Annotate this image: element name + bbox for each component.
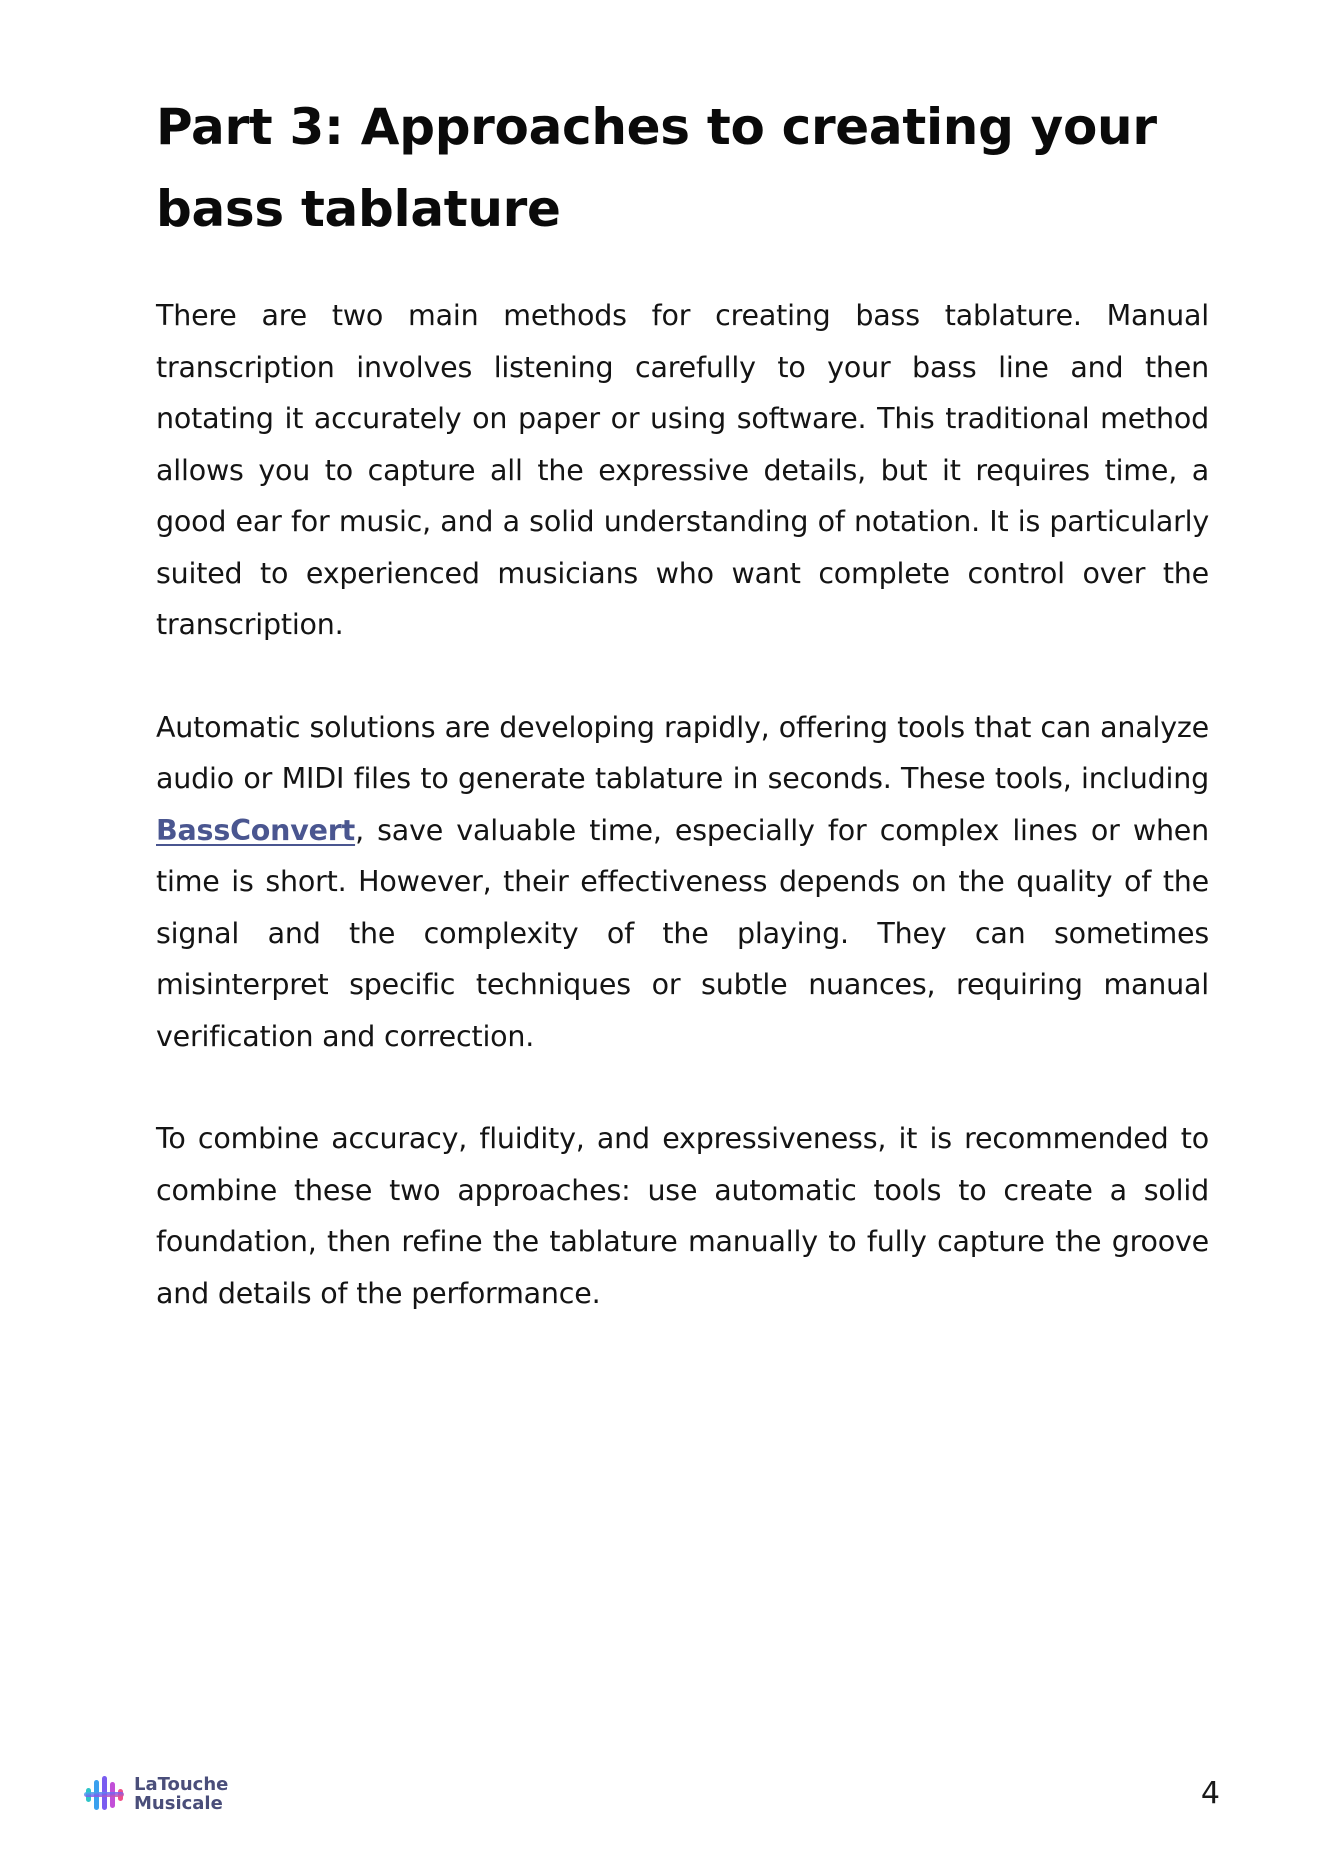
logo-wordmark [134,1775,228,1813]
paragraph-manual-transcription: There are two main methods for creating bass tablature. Manual transcription involves listening carefully to your bass line and then notating it accurately on paper or using software. This traditional method allows you to capture all the expressive details, but it requires time, a good ear for music, and a solid understanding of notation. It is particularly suited to experienced musicians who want complete control over the transcription. [156,299,1209,641]
logo-line-2: Musicale [134,1793,223,1814]
page-content [156,86,1209,1319]
paragraph-automatic-solutions [156,702,1209,1063]
waveform-logo-icon [82,1772,126,1816]
paragraph-text-after-link: , save valuable time, especially for complex lines or when time is short. However, their effectiveness depends on the quality of the signal and the complexity of the playing. They can sometimes misinterpret specific techniques or subtle nuances, requiring manual verification and correction. [156,813,1209,1053]
bassconvert-link[interactable]: BassConvert [156,813,356,847]
page-number: 4 [1200,1776,1220,1811]
page-title: Part 3: Approaches to creating your bass tablature [156,98,1157,238]
latouche-musicale-logo [82,1772,228,1816]
logo-line-1: LaTouche [134,1774,229,1795]
paragraph-text-before-link: Automatic solutions are developing rapidly, offering tools that can analyze audio or MIDI files to generate tablature in seconds. These tools, including [156,710,1209,795]
paragraph-combine-approaches: To combine accuracy, fluidity, and expressiveness, it is recommended to combine these two approaches: use automatic tools to create a solid foundation, then refine the tablature manually to fully capture the groove and details of the performance. [156,1122,1209,1310]
